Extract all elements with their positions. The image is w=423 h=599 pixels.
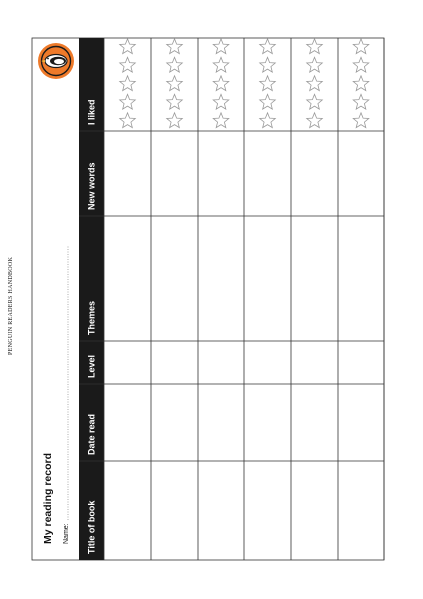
cell-level[interactable] — [104, 341, 151, 384]
table-row — [104, 38, 151, 560]
cell-date-read[interactable] — [338, 384, 384, 461]
cell-title-of-book[interactable] — [198, 461, 244, 560]
cell-i-liked[interactable] — [244, 38, 291, 131]
cell-themes[interactable] — [291, 216, 338, 341]
cell-i-liked[interactable] — [151, 38, 198, 131]
cell-themes[interactable] — [198, 216, 244, 341]
column-header-i-liked: I liked — [86, 99, 97, 125]
cell-title-of-book[interactable] — [104, 461, 151, 560]
cell-i-liked[interactable] — [198, 38, 244, 131]
column-header-new-words: New words — [86, 162, 97, 210]
table-row — [198, 38, 244, 560]
cell-level[interactable] — [291, 341, 338, 384]
cell-title-of-book[interactable] — [291, 461, 338, 560]
name-label: Name: — [63, 523, 70, 544]
column-header-title-of-book: Title of book — [86, 500, 97, 554]
cell-themes[interactable] — [244, 216, 291, 341]
cell-i-liked[interactable] — [104, 38, 151, 131]
cell-title-of-book[interactable] — [338, 461, 384, 560]
cell-level[interactable] — [151, 341, 198, 384]
cell-themes[interactable] — [151, 216, 198, 341]
cell-level[interactable] — [198, 341, 244, 384]
table-row — [338, 38, 384, 560]
cell-level[interactable] — [244, 341, 291, 384]
cell-new-words[interactable] — [151, 131, 198, 216]
column-header-themes: Themes — [86, 300, 97, 335]
cell-i-liked[interactable] — [338, 38, 384, 131]
cell-title-of-book[interactable] — [151, 461, 198, 560]
column-header-date-read: Date read — [86, 413, 97, 455]
cell-new-words[interactable] — [198, 131, 244, 216]
cell-new-words[interactable] — [338, 131, 384, 216]
cell-date-read[interactable] — [151, 384, 198, 461]
cell-themes[interactable] — [104, 216, 151, 341]
cell-i-liked[interactable] — [291, 38, 338, 131]
page-title: My reading record — [42, 452, 54, 544]
running-head: PENGUIN READERS HANDBOOK — [8, 256, 14, 355]
table-row — [244, 38, 291, 560]
cell-date-read[interactable] — [244, 384, 291, 461]
cell-title-of-book[interactable] — [244, 461, 291, 560]
cell-themes[interactable] — [338, 216, 384, 341]
table-row — [291, 38, 338, 560]
cell-new-words[interactable] — [291, 131, 338, 216]
column-header-level: Level — [86, 354, 97, 378]
cell-date-read[interactable] — [198, 384, 244, 461]
cell-date-read[interactable] — [291, 384, 338, 461]
table-row — [151, 38, 198, 560]
cell-level[interactable] — [338, 341, 384, 384]
cell-date-read[interactable] — [104, 384, 151, 461]
cell-new-words[interactable] — [104, 131, 151, 216]
cell-new-words[interactable] — [244, 131, 291, 216]
penguin-logo-icon — [38, 43, 74, 79]
